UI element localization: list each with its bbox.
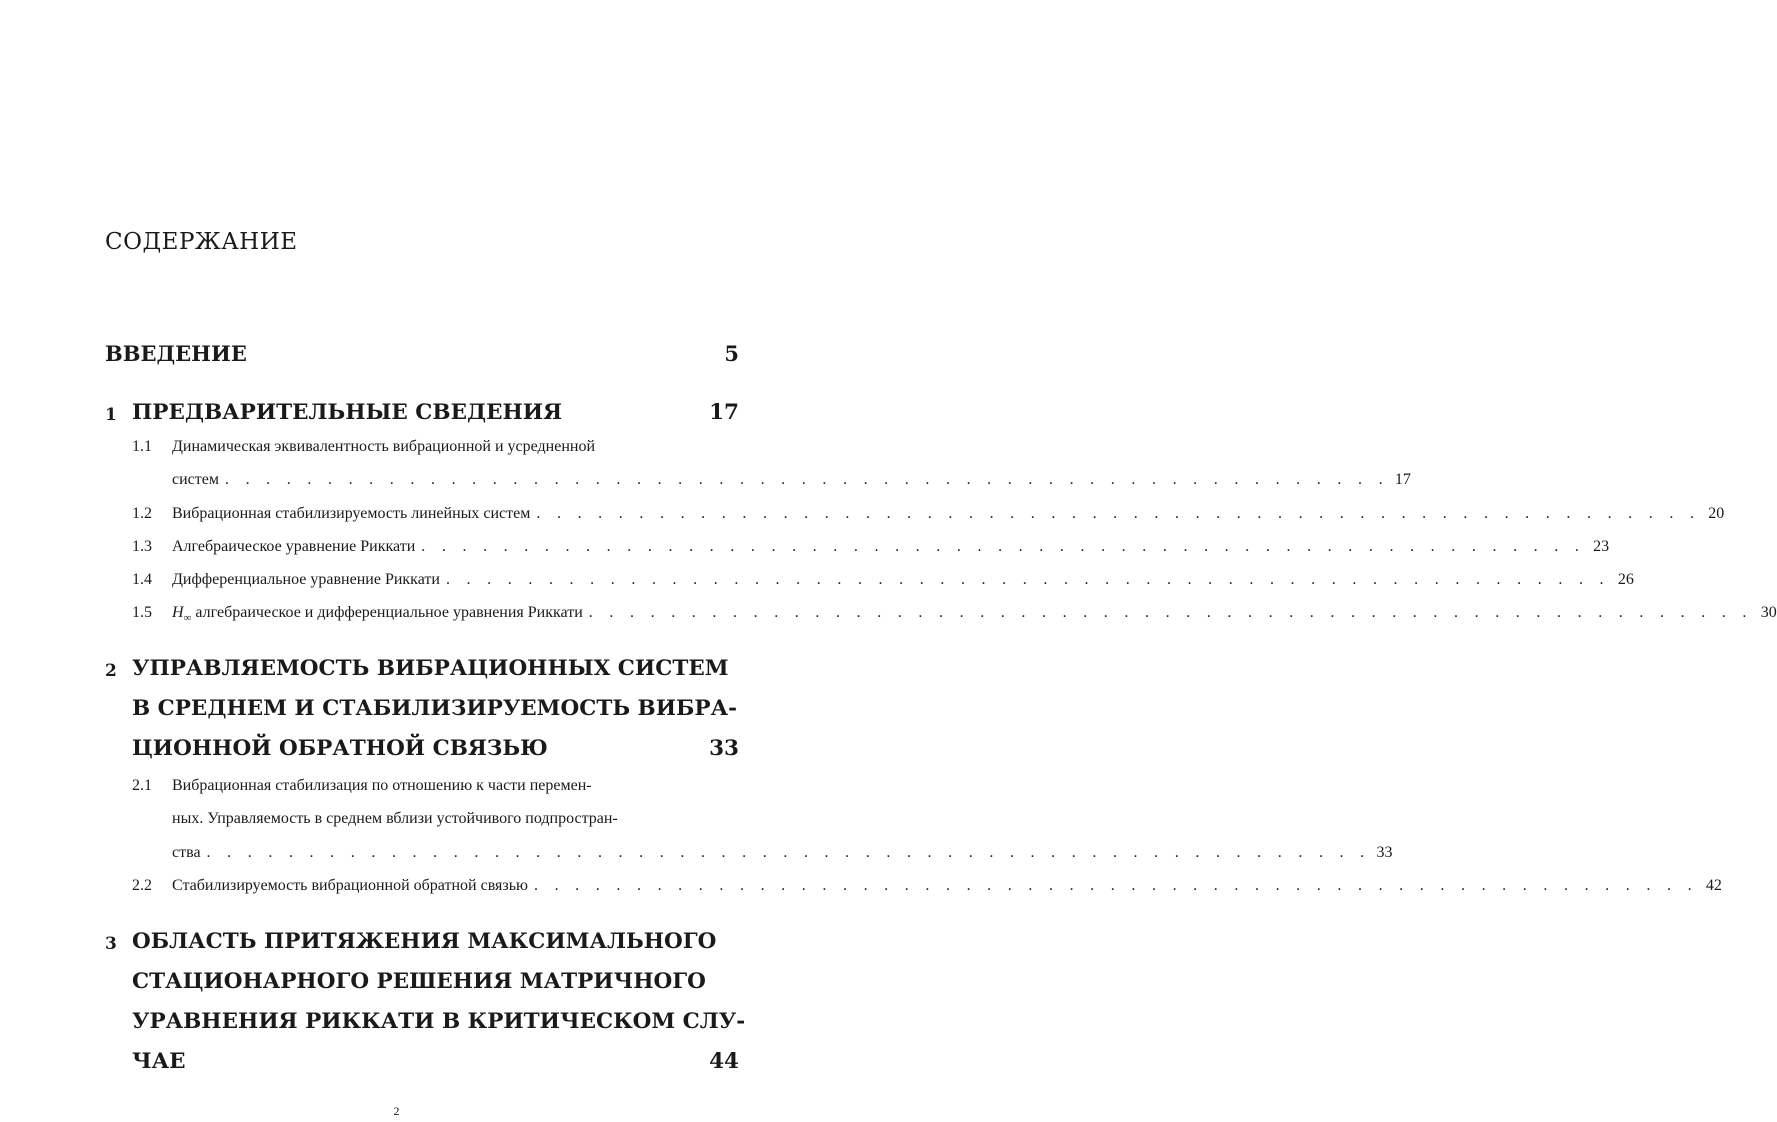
section-number: 1.2 — [132, 505, 152, 522]
h-infinity-symbol: H — [172, 604, 184, 621]
section-title-cont: систем — [172, 471, 219, 488]
section-number: 1.1 — [132, 438, 152, 455]
section-number: 2.2 — [132, 877, 152, 894]
chapter-title-line — [132, 736, 739, 761]
section-title: Стабилизируемость вибрационной обратной связью — [172, 877, 528, 894]
chapter-title-line: В СРЕДНЕМ И СТАБИЛИЗИРУЕМОСТЬ ВИБРА- — [132, 696, 738, 721]
chapter-title-text: ЦИОННОЙ ОБРАТНОЙ СВЯЗЬЮ — [132, 736, 548, 761]
section-title: Динамическая эквивалентность вибрационной и усредненной — [172, 438, 596, 455]
toc-intro-label: ВВЕДЕНИЕ — [105, 341, 247, 366]
chapter-title-line: ОБЛАСТЬ ПРИТЯЖЕНИЯ МАКСИМАЛЬНОГО — [132, 929, 717, 954]
dot-leader: . . . . . . . . . . . . . . . . . . . . . . . . . . . . . . . . . . . . . . . . . . . . . . . . . . . . . . . . . — [588, 604, 1753, 621]
chapter-page: 17 — [709, 400, 739, 425]
page-title: СОДЕРЖАНИЕ — [105, 229, 298, 255]
toc-chapter-3[interactable] — [105, 929, 746, 1081]
toc-chapter-2[interactable] — [105, 656, 739, 768]
chapter-title-line: УРАВНЕНИЯ РИККАТИ В КРИТИЧЕСКОМ СЛУ- — [132, 1009, 746, 1034]
section-page: 23 — [1593, 538, 1610, 555]
chapter-title-text: ЧАЕ — [132, 1049, 186, 1074]
section-title — [172, 604, 583, 624]
toc-section-2-1-cont: ных. Управляемость в среднем вблизи устойчивого подпростран- — [172, 810, 618, 827]
section-page: 33 — [1376, 844, 1393, 861]
section-number: 1.5 — [132, 604, 152, 621]
chapter-title-text: ПРЕДВАРИТЕЛЬНЫЕ СВЕДЕНИЯ — [132, 400, 563, 425]
chapter-number: 1 — [105, 405, 117, 425]
section-page: 26 — [1617, 571, 1634, 588]
section-number: 1.3 — [132, 538, 152, 555]
section-page: 30 — [1760, 604, 1777, 621]
chapter-title-line: УПРАВЛЯЕМОСТЬ ВИБРАЦИОННЫХ СИСТЕМ — [132, 656, 729, 681]
dot-leader: . . . . . . . . . . . . . . . . . . . . . . . . . . . . . . . . . . . . . . . . . . . . . . . . . . . . . . . . . — [421, 538, 1586, 555]
dot-leader: . . . . . . . . . . . . . . . . . . . . . . . . . . . . . . . . . . . . . . . . . . . . . . . . . . . . . . . . . — [533, 877, 1698, 894]
section-page: 42 — [1705, 877, 1722, 894]
dot-leader: . . . . . . . . . . . . . . . . . . . . . . . . . . . . . . . . . . . . . . . . . . . . . . . . . . . . . . . . . — [206, 844, 1371, 861]
section-number: 2.1 — [132, 777, 152, 794]
toc-section-1-1-cont[interactable] — [172, 471, 1411, 489]
section-title: Вибрационная стабилизируемость линейных систем — [172, 505, 531, 522]
section-page: 20 — [1708, 505, 1725, 522]
section-title: Алгебраическое уравнение Риккати — [172, 538, 416, 555]
toc-section-1-3[interactable] — [132, 538, 1610, 556]
toc-section-1-2[interactable] — [132, 505, 1725, 523]
toc-intro-page: 5 — [724, 341, 739, 366]
section-title-text: алгебраическое и дифференциальное уравнения Риккати — [195, 604, 583, 621]
chapter-number: 2 — [105, 661, 117, 681]
dot-leader: . . . . . . . . . . . . . . . . . . . . . . . . . . . . . . . . . . . . . . . . . . . . . . . . . . . . . . . . . — [224, 471, 1389, 488]
chapter-page: 44 — [709, 1049, 739, 1074]
section-page: 17 — [1394, 471, 1411, 488]
toc-section-1-5[interactable] — [132, 604, 1777, 625]
toc-chapter-1[interactable] — [105, 400, 739, 430]
chapter-title-line — [132, 400, 739, 425]
chapter-title-line — [132, 1049, 739, 1074]
toc-section-2-1-cont-last[interactable] — [172, 844, 1393, 862]
chapter-title-line: СТАЦИОНАРНОГО РЕШЕНИЯ МАТРИЧНОГО — [132, 969, 706, 994]
section-title: Дифференциальное уравнение Риккати — [172, 571, 440, 588]
chapter-page: 33 — [709, 736, 739, 761]
toc-section-2-2[interactable] — [132, 877, 1722, 895]
section-title: Вибрационная стабилизация по отношению к части перемен- — [172, 777, 592, 794]
section-number: 1.4 — [132, 571, 152, 588]
dot-leader: . . . . . . . . . . . . . . . . . . . . . . . . . . . . . . . . . . . . . . . . . . . . . . . . . . . . . . . . . — [445, 571, 1610, 588]
infinity-subscript: ∞ — [183, 612, 192, 625]
section-title-cont: ства — [172, 844, 201, 861]
toc-section-1-4[interactable] — [132, 571, 1634, 589]
dot-leader: . . . . . . . . . . . . . . . . . . . . . . . . . . . . . . . . . . . . . . . . . . . . . . . . . . . . . . . . . — [536, 505, 1701, 522]
chapter-number: 3 — [105, 934, 117, 954]
page-number: 2 — [393, 1104, 400, 1118]
toc-intro[interactable] — [105, 341, 739, 366]
